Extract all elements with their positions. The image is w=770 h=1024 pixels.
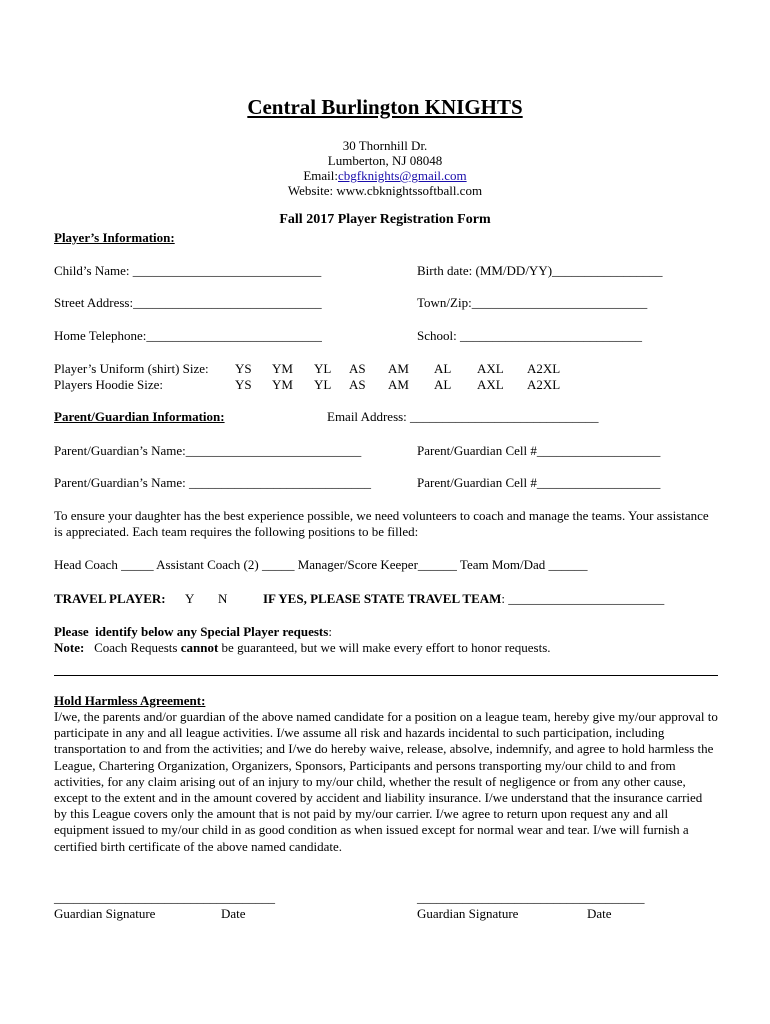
- hoodie-size-as[interactable]: AS: [349, 377, 366, 392]
- travel-yes-option[interactable]: Y: [185, 591, 195, 606]
- requests-note: [54, 640, 551, 656]
- street-address-field[interactable]: Street Address:_____________________________: [54, 295, 322, 310]
- address-line-1: 30 Thornhill Dr.: [342, 138, 428, 153]
- hold-harmless-heading: Hold Harmless Agreement:: [54, 693, 206, 708]
- school-field[interactable]: School: ____________________________: [417, 328, 642, 343]
- hoodie-size-al[interactable]: AL: [434, 377, 452, 392]
- uniform-size-a2xl[interactable]: A2XL: [527, 361, 561, 376]
- signature-line-2[interactable]: ___________________________________: [417, 890, 645, 905]
- player-info-heading: Player’s Information:: [54, 230, 175, 245]
- birth-date-field[interactable]: Birth date: (MM/DD/YY)_________________: [417, 263, 663, 278]
- signature-line-1[interactable]: __________________________________: [54, 890, 275, 905]
- note-cannot: cannot: [180, 640, 219, 655]
- hoodie-size-ys[interactable]: YS: [235, 377, 252, 392]
- parent-name-2-field[interactable]: Parent/Guardian’s Name: ____________________________: [54, 475, 372, 490]
- uniform-size-label: Player’s Uniform (shirt) Size:: [54, 361, 209, 376]
- form-title: Fall 2017 Player Registration Form: [279, 212, 491, 227]
- travel-player-label: TRAVEL PLAYER:: [54, 591, 166, 606]
- parent-cell-2-field[interactable]: Parent/Guardian Cell #___________________: [417, 475, 661, 490]
- note-label: Note:: [54, 640, 85, 655]
- hold-harmless-text: I/we, the parents and/or guardian of the above named candidate for a position on a league team, hereby give my/our approval to participate in any and all league activities. I/we assume all risk and hazards incidental to such participation, including transportation to and from the activities; and I/we do hereby waive, release, absolve, indemnify, and agree to hold harmless the League, Chartering Organization, Organizers, Sponsors, Participants and persons transporting my/our child to and from activities, for any claim arising out of an injury to my/our child, whether the result of negligence or from any other cause, except to the extent and in the amount covered by accident and liability insurance. I/we understand that the insurance carried by this League covers only the amount that is not paid by my/our carrier. I/we agree to return upon request any and all equipment issued to my/our child in as good condition as when issued except for normal wear and tear. I/we will furnish a certified birth certificate of the above named candidate.: [54, 709, 718, 854]
- special-requests-label: Please identify below any Special Player requests: [54, 624, 329, 639]
- uniform-size-yl[interactable]: YL: [314, 361, 332, 376]
- special-requests-colon: :: [328, 624, 332, 639]
- date-label-2: Date: [587, 906, 612, 921]
- uniform-size-ys[interactable]: YS: [235, 361, 252, 376]
- uniform-size-ym[interactable]: YM: [272, 361, 293, 376]
- volunteer-positions[interactable]: Head Coach _____ Assistant Coach (2) _____ Manager/Score Keeper______ Team Mom/Dad ______: [54, 557, 588, 572]
- hoodie-size-yl[interactable]: YL: [314, 377, 332, 392]
- hoodie-size-am[interactable]: AM: [388, 377, 409, 392]
- uniform-size-as[interactable]: AS: [349, 361, 366, 376]
- email-link[interactable]: cbgfknights@gmail.com: [338, 168, 467, 183]
- travel-team-blank: : ________________________: [501, 591, 665, 606]
- volunteer-paragraph: To ensure your daughter has the best experience possible, we need volunteers to coach and manage the teams. Your assistance is appreciated. Each team requires the following positions to be filled:: [54, 508, 709, 540]
- travel-team-label: IF YES, PLEASE STATE TRAVEL TEAM: [263, 591, 502, 606]
- parent-name-1-field[interactable]: Parent/Guardian’s Name:___________________________: [54, 443, 362, 458]
- hoodie-size-ym[interactable]: YM: [272, 377, 293, 392]
- hoodie-size-label: Players Hoodie Size:: [54, 377, 164, 392]
- parent-info-heading: Parent/Guardian Information:: [54, 409, 225, 424]
- note-text-a: Coach Requests: [84, 640, 181, 655]
- travel-no-option[interactable]: N: [218, 591, 228, 606]
- uniform-size-al[interactable]: AL: [434, 361, 452, 376]
- parent-email-field[interactable]: Email Address: _____________________________: [327, 409, 599, 424]
- section-divider: [54, 675, 718, 676]
- page-title: Central Burlington KNIGHTS: [247, 95, 523, 119]
- address-line-2: Lumberton, NJ 08048: [327, 153, 443, 168]
- uniform-size-axl[interactable]: AXL: [477, 361, 504, 376]
- email-line: [0, 168, 770, 184]
- uniform-size-am[interactable]: AM: [388, 361, 409, 376]
- email-label: Email:: [303, 168, 339, 183]
- note-text-b: be guaranteed, but we will make every effort to honor requests.: [218, 640, 551, 655]
- date-label-1: Date: [221, 906, 246, 921]
- town-zip-field[interactable]: Town/Zip:___________________________: [417, 295, 648, 310]
- parent-cell-1-field[interactable]: Parent/Guardian Cell #___________________: [417, 443, 661, 458]
- special-requests-line: [54, 624, 332, 640]
- website-line: Website: www.cbknightssoftball.com: [287, 183, 483, 198]
- guardian-signature-label-1: Guardian Signature: [54, 906, 156, 921]
- travel-team-field[interactable]: [263, 591, 664, 607]
- hoodie-size-a2xl[interactable]: A2XL: [527, 377, 561, 392]
- guardian-signature-label-2: Guardian Signature: [417, 906, 519, 921]
- home-telephone-field[interactable]: Home Telephone:___________________________: [54, 328, 322, 343]
- hoodie-size-axl[interactable]: AXL: [477, 377, 504, 392]
- childs-name-field[interactable]: Child’s Name: _____________________________: [54, 263, 322, 278]
